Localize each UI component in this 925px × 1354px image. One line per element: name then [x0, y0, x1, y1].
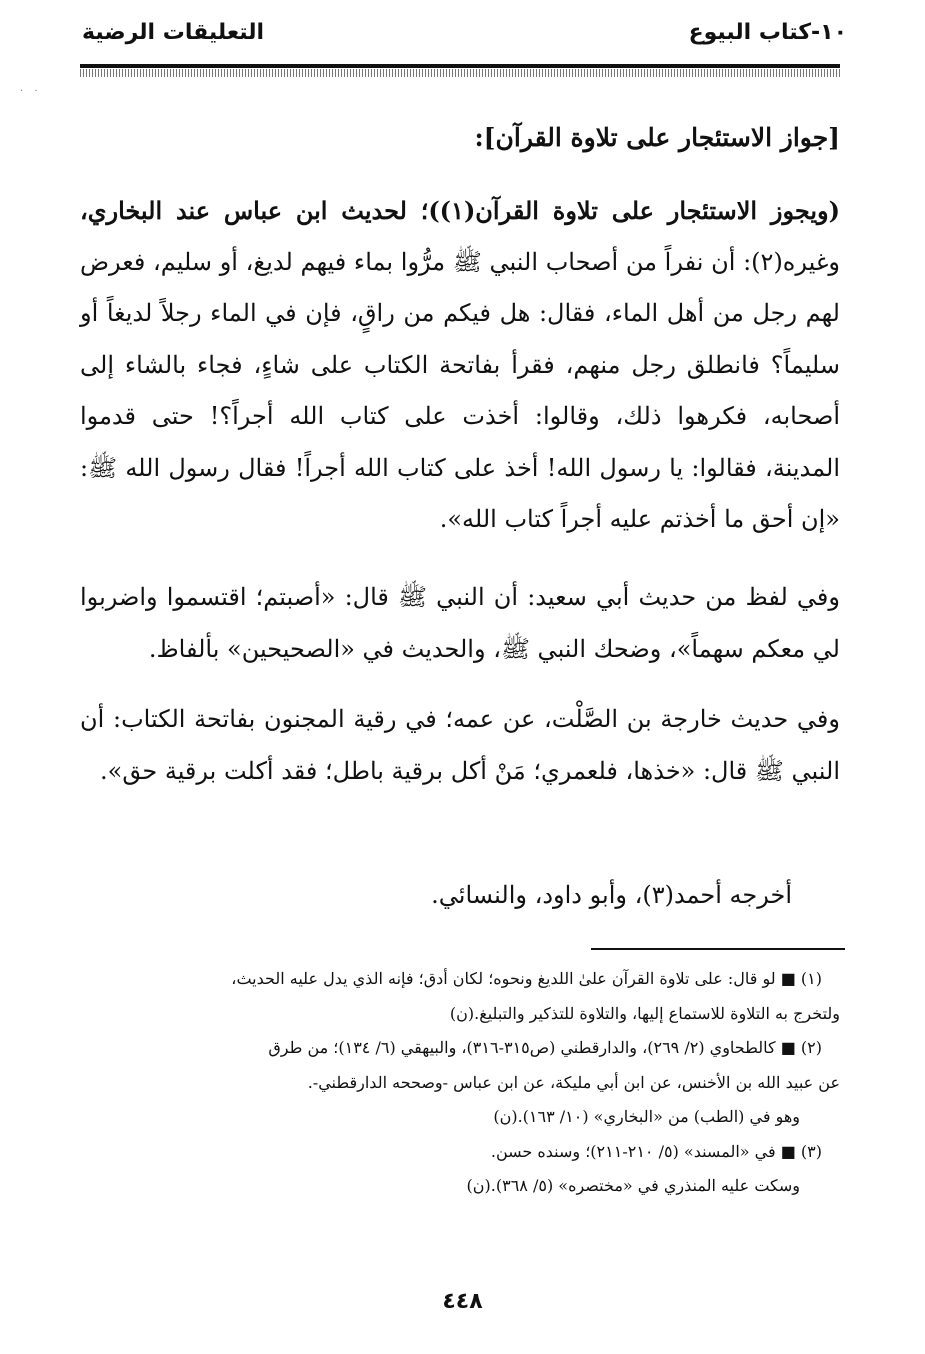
footnote-line: وسكت عليه المنذري في «مختصره» (٥/ ٣٦٨).(ن) — [466, 1176, 800, 1195]
section-heading: [جواز الاستئجار على تلاوة القرآن]: — [474, 123, 840, 152]
margin-specks: · · — [20, 86, 42, 97]
paragraph-1: (ويجوز الاستئجار على تلاوة القرآن(١))؛ لحديث ابن عباس عند البخاري، وغيره(٢): أن نفراً من أصحاب النبي ﷺ مرُّوا بماء فيهم لديغ، أو سليم، فعرض لهم رجل من أهل الماء، فقال: هل فيكم من راقٍ، فإن في الماء رجلاً لديغاً أو سليماً؟ فانطلق رجل منهم، فقرأ بفاتحة الكتاب على شاءٍ، فجاء بالشاء إلى أصحابه، فكرهوا ذلك، وقالوا: أخذت على كتاب الله أجراً؟! حتى قدموا المدينة، فقالوا: يا رسول الله! أخذ على كتاب الله أجراً! فقال رسول الله ﷺ: «إن أحق ما أخذتم عليه أجراً كتاب الله». — [80, 196, 840, 533]
footnote-line: وهو في (الطب) من «البخاري» (١٠/ ١٦٣).(ن) — [493, 1107, 800, 1126]
paragraph-2: وفي لفظ من حديث أبي سعيد: أن النبي ﷺ قال: «أصبتم؛ اقتسموا واضربوا لي معكم سهماً»، وضحك النبي ﷺ، والحديث في «الصحيحين» بألفاظ. — [80, 583, 840, 663]
footnote-separator — [591, 948, 845, 950]
running-header-chapter: ١٠-كتاب البيوع — [688, 20, 847, 45]
running-header-book-title: التعليقات الرضية — [82, 20, 265, 45]
paragraph-3: وفي حديث خارجة بن الصَّلْت، عن عمه؛ في رقية المجنون بفاتحة الكتاب: أن النبي ﷺ قال: «خذها، فلعمري؛ مَنْ أكل برقية باطل؛ فقد أكلت برقية حق». — [80, 705, 840, 785]
page-number: ٤٤٨ — [442, 1289, 483, 1314]
paragraph-4: أخرجه أحمد(٣)، وأبو داود، والنسائي. — [431, 881, 792, 909]
footnote-line: (٣) ■ في «المسند» (٥/ ٢١٠-٢١١)؛ وسنده حسن. — [490, 1141, 822, 1161]
footnote-line: عن عبيد الله بن الأخنس، عن ابن أبي مليكة، عن ابن عباس -وصححه الدارقطني-. — [307, 1072, 840, 1092]
footnote-line: (١) ■ لو قال: على تلاوة القرآن علىٰ اللديغ ونحوه؛ لكان أدق؛ فإنه الذي يدل عليه الحديث، — [231, 969, 822, 988]
footnote-line: ولتخرج به التلاوة للاستماع إليها، والتلاوة للتذكير والتبليغ.(ن) — [449, 1003, 840, 1023]
header-rule — [80, 64, 840, 68]
footnotes — [80, 962, 840, 1204]
footnote-line: (٢) ■ كالطحاوي (٢/ ٢٦٩)، والدارقطني (ص٣١٥-٣١٦)، والبيهقي (٦/ ١٣٤)؛ من طرق — [268, 1038, 822, 1057]
header-hatch-band — [80, 69, 840, 77]
